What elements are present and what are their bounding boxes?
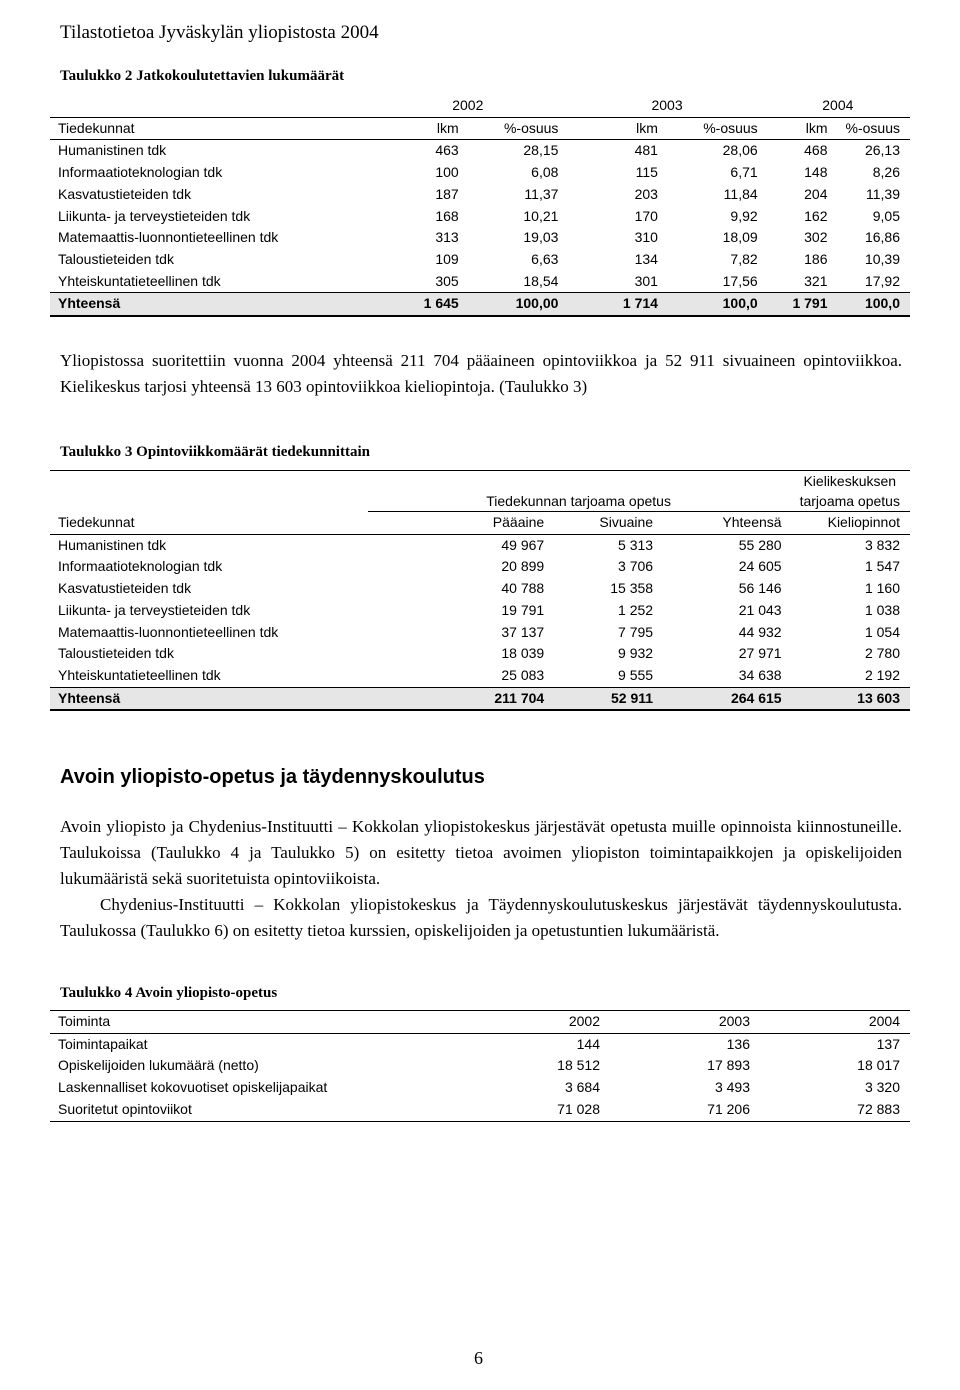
table2-col-header: lkm [568, 117, 668, 140]
table3-group-language-line2: tarjoama opetus [799, 493, 900, 509]
value-cell: 3 706 [618, 558, 654, 575]
value-cell: 9,92 [730, 207, 758, 224]
value-cell: 72 883 [760, 1099, 910, 1121]
value-cell: 3 493 [714, 1079, 750, 1096]
table3-col-header: Pääaine [368, 512, 555, 535]
page-number: 6 [474, 1348, 483, 1368]
table-row [50, 578, 910, 600]
table-row [50, 534, 910, 556]
value-cell: 463 [435, 142, 459, 159]
value-cell: 136 [726, 1035, 750, 1052]
value-cell: 8,26 [872, 164, 900, 181]
table4-col-header: 2003 [610, 1011, 760, 1034]
table-row [50, 600, 910, 622]
table2-total-cell: 100,0 [668, 293, 768, 316]
value-cell: 6,63 [531, 250, 559, 267]
value-cell: 44 932 [738, 623, 782, 640]
table2-total-cell: 100,00 [469, 293, 569, 316]
row-label-cell: Informaatioteknologian tdk [58, 558, 223, 575]
table3-total-cell: 211 704 [368, 687, 555, 710]
row-label-cell: Informaatioteknologian tdk [58, 164, 223, 181]
value-cell: 9 555 [618, 666, 654, 683]
table2-year-2002: 2002 [369, 95, 568, 117]
table2-year-2003: 2003 [568, 95, 767, 117]
row-label-cell: Taloustieteiden tdk [58, 250, 174, 267]
value-cell: 168 [435, 207, 459, 224]
table-row [50, 665, 910, 687]
row-label-cell: Kasvatustieteiden tdk [58, 185, 192, 202]
value-cell: 3 832 [864, 536, 900, 553]
table-row [50, 1099, 910, 1121]
value-cell: 40 788 [501, 580, 545, 597]
table3-total-cell: 264 615 [663, 687, 791, 710]
value-cell: 1 038 [864, 601, 900, 618]
table3 [50, 470, 910, 711]
value-cell: 1 252 [618, 601, 654, 618]
table3-total-cell: 52 911 [554, 687, 663, 710]
value-cell: 1 160 [864, 580, 900, 597]
table4 [50, 1010, 910, 1122]
value-cell: 49 967 [501, 536, 545, 553]
row-label-cell: Matemaattis-luonnontieteellinen tdk [58, 623, 279, 640]
value-cell: 310 [634, 229, 658, 246]
value-cell: 144 [576, 1035, 600, 1052]
row-label-cell: Opiskelijoiden lukumäärä (netto) [58, 1057, 259, 1074]
table-row [50, 643, 910, 665]
value-cell: 302 [804, 229, 828, 246]
value-cell: 34 638 [738, 666, 782, 683]
row-label-cell: Humanistinen tdk [58, 536, 167, 553]
table3-body [50, 534, 910, 687]
value-cell: 6,71 [730, 164, 758, 181]
value-cell: 2 780 [864, 645, 900, 662]
value-cell: 18,54 [523, 272, 559, 289]
table3-col-header: Sivuaine [554, 512, 663, 535]
table2-total-cell: 1 645 [369, 293, 469, 316]
value-cell: 28,15 [523, 142, 559, 159]
value-cell: 37 137 [501, 623, 545, 640]
table-row [50, 556, 910, 578]
value-cell: 148 [804, 164, 828, 181]
row-label-cell: Liikunta- ja terveystieteiden tdk [58, 601, 251, 618]
row-label-cell: Yhteiskuntatieteellinen tdk [58, 272, 221, 289]
table2-col-header: lkm [768, 117, 838, 140]
row-label-cell: Kasvatustieteiden tdk [58, 580, 192, 597]
value-cell: 26,13 [864, 142, 900, 159]
table2-year-2004: 2004 [768, 95, 910, 117]
paragraph-open-university: Avoin yliopisto ja Chydenius-Instituutti – Kokkolan yliopistokeskus järjestävät opetusta muille opinnoista kiinnostuneille. Taulukoissa (Taulukko 4 ja Taulukko 5) on esitetty tietoa avoimen yliopiston toimintapaikkojen ja opiskelijoiden lukumääristä sekä suoritetuista opintoviikoista. [60, 817, 902, 888]
value-cell: 21 043 [738, 601, 782, 618]
table2-col-header: lkm [369, 117, 469, 140]
value-cell: 481 [634, 142, 658, 159]
table3-col-header: Tiedekunnat [50, 512, 368, 535]
value-cell: 187 [435, 185, 459, 202]
value-cell: 71 028 [450, 1099, 610, 1121]
value-cell: 18 017 [857, 1057, 900, 1074]
row-label-cell: Yhteiskuntatieteellinen tdk [58, 666, 221, 683]
row-label-cell: Toimintapaikat [58, 1035, 148, 1052]
value-cell: 28,06 [722, 142, 758, 159]
value-cell: 5 313 [618, 536, 654, 553]
row-label-cell: Matemaattis-luonnontieteellinen tdk [58, 229, 279, 246]
value-cell: 10,39 [864, 250, 900, 267]
row-label-cell: Taloustieteiden tdk [58, 645, 174, 662]
row-label-cell: Liikunta- ja terveystieteiden tdk [58, 207, 251, 224]
row-label-cell: Suoritetut opintoviikot [50, 1099, 450, 1121]
table2-header-row [50, 117, 910, 140]
paragraph-summary: Yliopistossa suoritettiin vuonna 2004 yhteensä 211 704 pääaineen opintoviikkoa ja 52 911 sivuaineen opintoviikkoa. Kielikeskus tarjosi yhteensä 13 603 opintoviikkoa kieliopintoja. (Taulukko 3) [60, 351, 902, 396]
value-cell: 170 [634, 207, 658, 224]
table2-year-row [50, 95, 910, 117]
value-cell: 321 [804, 272, 828, 289]
table2-col-header: Tiedekunnat [50, 117, 369, 140]
table4-col-header: 2002 [450, 1011, 610, 1034]
value-cell: 301 [634, 272, 658, 289]
value-cell: 18 512 [557, 1057, 600, 1074]
value-cell: 56 146 [738, 580, 782, 597]
section-heading: Avoin yliopisto-opetus ja täydennyskoulutus [60, 766, 485, 788]
table-row [50, 1033, 910, 1055]
value-cell: 9 932 [618, 645, 654, 662]
value-cell: 11,84 [723, 185, 758, 202]
value-cell: 17,56 [722, 272, 758, 289]
table4-header-row [50, 1011, 910, 1034]
row-label-cell: Humanistinen tdk [58, 142, 167, 159]
table-row [50, 249, 910, 271]
table3-col-header: Yhteensä [663, 512, 791, 535]
table4-body [50, 1033, 910, 1121]
value-cell: 20 899 [501, 558, 545, 575]
table-row [50, 622, 910, 644]
table-row [50, 184, 910, 206]
table4-caption: Taulukko 4 Avoin yliopisto-opetus [60, 985, 278, 1001]
table-row [50, 206, 910, 228]
table2-body [50, 140, 910, 293]
value-cell: 24 605 [738, 558, 782, 575]
value-cell: 1 054 [864, 623, 900, 640]
value-cell: 16,86 [864, 229, 900, 246]
table2-total-row [50, 293, 910, 316]
table2-col-header: %-osuus [838, 117, 911, 140]
table2 [50, 95, 910, 317]
value-cell: 19 791 [501, 601, 545, 618]
value-cell: 137 [876, 1035, 900, 1052]
value-cell: 2 192 [864, 666, 900, 683]
table4-col-header: 2004 [760, 1011, 910, 1034]
value-cell: 7,82 [730, 250, 758, 267]
value-cell: 17 893 [707, 1057, 750, 1074]
value-cell: 9,05 [872, 207, 900, 224]
value-cell: 71 206 [610, 1099, 760, 1121]
table2-col-header: %-osuus [469, 117, 569, 140]
value-cell: 6,08 [531, 164, 559, 181]
table-row [50, 1077, 910, 1099]
value-cell: 204 [804, 185, 828, 202]
value-cell: 7 795 [618, 623, 654, 640]
table2-caption: Taulukko 2 Jatkokoulutettavien lukumäärät [60, 68, 345, 84]
value-cell: 468 [804, 142, 828, 159]
value-cell: 162 [804, 207, 828, 224]
table2-total-cell: Yhteensä [50, 293, 369, 316]
value-cell: 19,03 [523, 229, 559, 246]
table3-total-cell: Yhteensä [50, 687, 368, 710]
value-cell: 27 971 [738, 645, 782, 662]
table3-group-language [792, 471, 910, 512]
value-cell: 203 [634, 185, 658, 202]
page-header-title: Tilastotietoa Jyväskylän yliopistosta 2004 [60, 22, 379, 43]
value-cell: 134 [634, 250, 658, 267]
table2-total-cell: 1 791 [768, 293, 838, 316]
value-cell: 109 [435, 250, 459, 267]
table4-col-header: Toiminta [50, 1011, 450, 1034]
table-row [50, 162, 910, 184]
table-row [50, 140, 910, 162]
table3-caption: Taulukko 3 Opintoviikkomäärät tiedekunnittain [60, 444, 370, 460]
value-cell: 305 [435, 272, 459, 289]
value-cell: 3 684 [564, 1079, 600, 1096]
paragraph-continuing-education: Chydenius-Instituutti – Kokkolan yliopistokeskus ja Täydennyskoulutuskeskus järjestävät täydennyskoulutusta. Taulukossa (Taulukko 6) on esitetty tietoa kurssien, opiskelijoiden ja opetustuntien lukumääristä. [60, 895, 902, 940]
value-cell: 18,09 [722, 229, 758, 246]
value-cell: 3 320 [864, 1079, 900, 1096]
row-label-cell: Laskennalliset kokovuotiset opiskelijapaikat [58, 1079, 328, 1096]
value-cell: 11,37 [524, 185, 559, 202]
table2-col-header: %-osuus [668, 117, 768, 140]
value-cell: 55 280 [738, 536, 782, 553]
table3-group-language-line1: Kielikeskuksen [803, 473, 897, 489]
value-cell: 17,92 [864, 272, 900, 289]
value-cell: 25 083 [501, 666, 545, 683]
table2-total-cell: 1 714 [568, 293, 668, 316]
table3-group-row [50, 471, 910, 512]
value-cell: 1 547 [864, 558, 900, 575]
table3-total-cell: 13 603 [792, 687, 910, 710]
value-cell: 15 358 [610, 580, 654, 597]
table-row [50, 271, 910, 293]
value-cell: 100 [435, 164, 459, 181]
table3-group-faculty: Tiedekunnan tarjoama opetus [368, 471, 792, 512]
value-cell: 115 [635, 164, 658, 181]
table3-total-row [50, 687, 910, 710]
value-cell: 18 039 [501, 645, 545, 662]
value-cell: 313 [435, 229, 459, 246]
table3-col-header: Kieliopinnot [792, 512, 910, 535]
table2-total-cell: 100,0 [838, 293, 911, 316]
value-cell: 10,21 [523, 207, 559, 224]
value-cell: 186 [804, 250, 828, 267]
table3-header-row [50, 512, 910, 535]
table-row [50, 227, 910, 249]
table-row [50, 1055, 910, 1077]
value-cell: 11,39 [866, 185, 900, 202]
